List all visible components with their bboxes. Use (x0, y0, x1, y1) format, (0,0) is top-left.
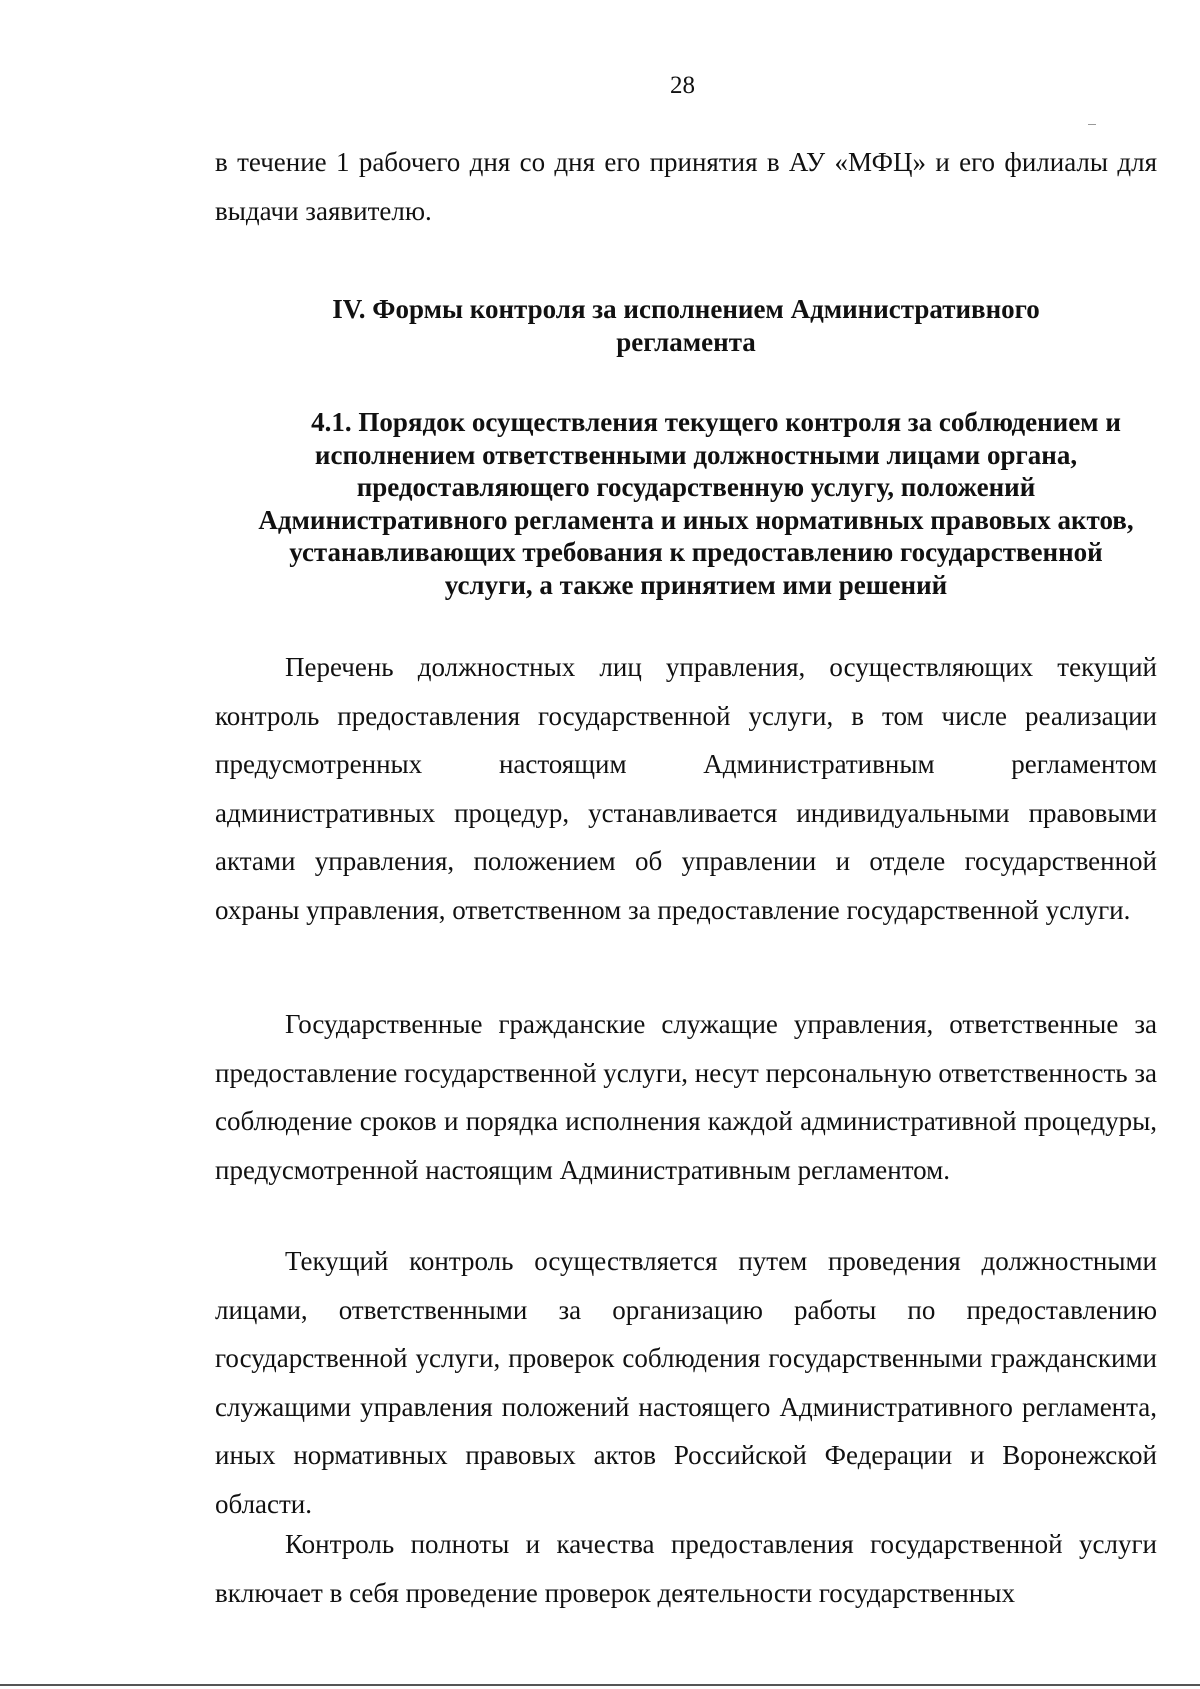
section-heading-line-1: IV. Формы контроля за исполнением Административного (332, 294, 1040, 324)
paragraph-civil-servants: Государственные гражданские служащие управления, ответственные за предоставление государственной услуги, несут персональную ответственность за соблюдение сроков и порядка исполнения каждой административной процедуры, предусмотренной настоящим Административным регламентом. (215, 1009, 1157, 1185)
paragraph-officials-list: Перечень должностных лиц управления, осуществляющих текущий контроль предоставления государственной услуги, в том числе реализации предусмотренных настоящим Административным регламентом административных процедур, устанавливается индивидуальными правовыми актами управления, положением об управлении и отделе государственной охраны управления, ответственном за предоставление государственной услуги. (215, 652, 1157, 925)
section-heading (215, 293, 1157, 358)
paragraph-quality-control: Контроль полноты и качества предоставления государственной услуги включает в себя проведение проверок деятельности государственных (215, 1529, 1157, 1608)
page-bottom-edge (0, 1684, 1200, 1686)
subsection-heading-line-3: предоставляющего государственную услугу, положений (356, 472, 1036, 502)
page-number: 28 (670, 72, 695, 99)
scan-mark (1088, 124, 1096, 125)
subsection-heading-line-6: услуги, а также принятием ими решений (444, 569, 948, 600)
paragraph-current-control: Текущий контроль осуществляется путем проведения должностными лицами, ответственными за организацию работы по предоставлению государственной услуги, проверок соблюдения государственными гражданскими служащими управления положений настоящего Административного регламента, иных нормативных правовых актов Российской Федерации и Воронежской области. (215, 1246, 1157, 1519)
subsection-heading-line-1: 4.1. Порядок осуществления текущего контроля за соблюдением и (311, 407, 1121, 437)
section-heading-line-2: регламента (616, 326, 756, 357)
subsection-heading-line-4: Административного регламента и иных нормативных правовых актов, (258, 504, 1134, 535)
intro-paragraph: в течение 1 рабочего дня со дня его принятия в АУ «МФЦ» и его филиалы для выдачи заявителю. (215, 147, 1157, 226)
subsection-heading-line-5: устанавливающих требования к предоставлению государственной (289, 537, 1103, 567)
subsection-heading-line-2: исполнением ответственными должностными лицами органа, (314, 439, 1078, 470)
subsection-heading (215, 406, 1157, 601)
